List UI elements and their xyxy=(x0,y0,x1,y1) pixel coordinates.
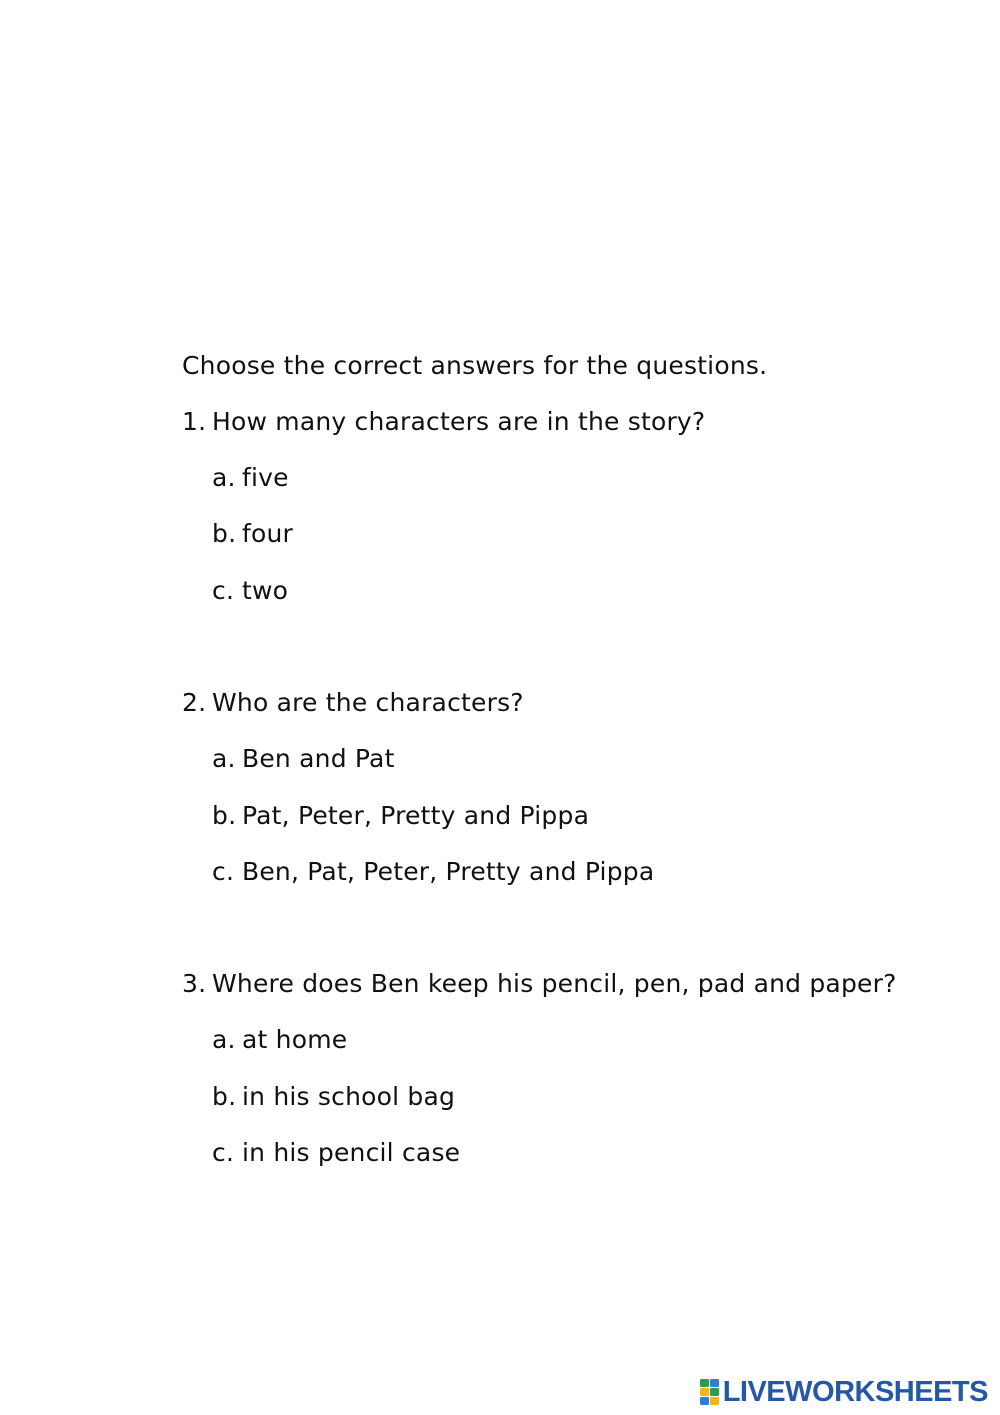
option-text: five xyxy=(242,463,289,492)
option-letter: a. xyxy=(212,463,236,492)
option-letter: a. xyxy=(212,744,236,773)
answer-option-2b[interactable] xyxy=(212,800,589,832)
option-text: at home xyxy=(242,1025,348,1054)
liveworksheets-branding xyxy=(700,1374,988,1410)
answer-option-2a[interactable] xyxy=(212,743,395,775)
option-letter: c. xyxy=(212,857,235,886)
option-text: in his pencil case xyxy=(242,1138,461,1167)
option-text: Pat, Peter, Pretty and Pippa xyxy=(242,801,590,830)
question-1 xyxy=(182,406,705,438)
answer-option-3c[interactable] xyxy=(212,1137,460,1169)
option-text: Ben, Pat, Peter, Pretty and Pippa xyxy=(242,857,655,886)
option-text: two xyxy=(242,576,289,605)
answer-option-1a[interactable] xyxy=(212,462,289,494)
question-2 xyxy=(182,687,524,719)
question-text: Where does Ben keep his pencil, pen, pad and paper? xyxy=(212,969,897,998)
option-letter: a. xyxy=(212,1025,236,1054)
question-number: 2. xyxy=(182,688,207,717)
answer-option-3a[interactable] xyxy=(212,1024,347,1056)
answer-option-1b[interactable] xyxy=(212,518,293,550)
answer-option-1c[interactable] xyxy=(212,575,288,607)
option-letter: b. xyxy=(212,519,237,548)
question-text: Who are the characters? xyxy=(212,688,524,717)
option-letter: b. xyxy=(212,1082,237,1111)
question-number: 3. xyxy=(182,969,207,998)
option-letter: c. xyxy=(212,1138,235,1167)
option-text: Ben and Pat xyxy=(242,744,395,773)
answer-option-3b[interactable] xyxy=(212,1081,455,1113)
liveworksheets-wordmark: LIVEWORKSHEETS xyxy=(722,1375,988,1408)
option-letter: c. xyxy=(212,576,235,605)
question-number: 1. xyxy=(182,407,207,436)
liveworksheets-logo-icon xyxy=(700,1379,720,1405)
option-text: four xyxy=(242,519,294,548)
question-3 xyxy=(182,968,897,1000)
option-text: in his school bag xyxy=(242,1082,456,1111)
instruction-text: Choose the correct answers for the questions. xyxy=(182,351,768,380)
option-letter: b. xyxy=(212,801,237,830)
question-text: How many characters are in the story? xyxy=(212,407,706,436)
answer-option-2c[interactable] xyxy=(212,856,654,888)
